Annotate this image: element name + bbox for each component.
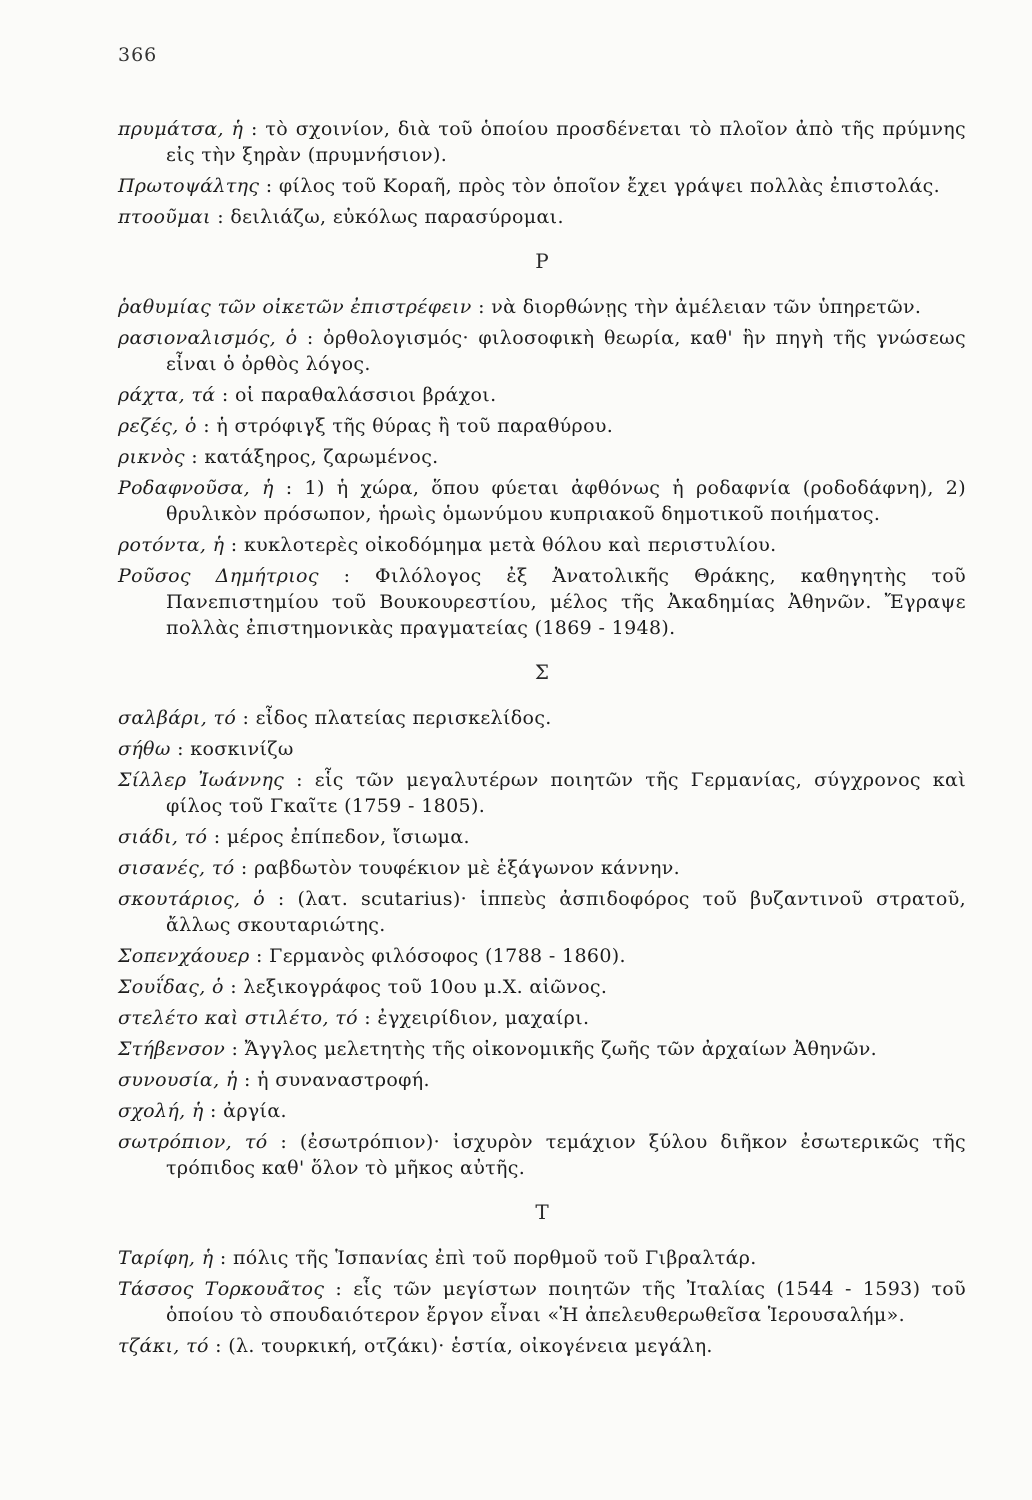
entry-definition: : (λατ. scutarius)· ἱππεὺς ἀσπιδοφόρος τοῦ βυζαντινοῦ στρατοῦ, ἄλλως σκουταριώτης. [166, 888, 966, 936]
entry-term: ρικνὸς [118, 446, 185, 468]
section-letter-heading: Τ [535, 1200, 549, 1224]
glossary-body [118, 116, 966, 1364]
glossary-entry [118, 824, 966, 850]
glossary-entry [118, 294, 966, 320]
entry-term: σήθω [118, 738, 171, 760]
glossary-entry [118, 855, 966, 881]
entry-definition: : μέρος ἐπίπεδον, ἴσιωμα. [207, 826, 470, 848]
entry-term: Τάσσος Τορκουᾶτος [118, 1278, 325, 1300]
entry-term: ῥαθυμίας τῶν οἰκετῶν ἐπιστρέφειν [118, 296, 472, 318]
section-letter-heading: Σ [534, 660, 550, 684]
entry-term: πτοοῦμαι [118, 206, 211, 228]
entry-term: σιάδι, τό [118, 826, 208, 848]
glossary-entry [118, 1036, 966, 1062]
entry-term: σκουτάριος, ὁ [118, 888, 266, 910]
entry-definition: : οἱ παραθαλάσσιοι βράχοι. [215, 384, 497, 406]
entry-definition: : ἡ στρόφιγξ τῆς θύρας ἢ τοῦ παραθύρου. [196, 415, 614, 437]
entry-definition: : Φιλόλογος ἐξ Ἀνατολικῆς Θράκης, καθηγητὴς τοῦ Πανεπιστημίου τοῦ Βουκουρεστίου, μέλος τῆς Ἀκαδημίας Ἀθηνῶν. Ἔγραψε πολλὰς ἐπιστημονικὰς πραγματείας (1869 - 1948). [166, 565, 966, 639]
entry-term: πρυμάτσα, ἡ [118, 118, 244, 140]
entry-definition: : Ἄγγλος μελετητὴς τῆς οἰκονομικῆς ζωῆς τῶν ἀρχαίων Ἀθηνῶν. [225, 1038, 878, 1060]
glossary-entry [118, 475, 966, 527]
glossary-entry [118, 1098, 966, 1124]
entry-term: Σίλλερ Ἰωάννης [118, 769, 285, 791]
glossary-entry [118, 325, 966, 377]
glossary-entry [118, 563, 966, 641]
entry-definition: : φίλος τοῦ Κοραῆ, πρὸς τὸν ὁποῖον ἔχει γράψει πολλὰς ἐπιστολάς. [259, 175, 941, 197]
entry-term: σχολή, ἡ [118, 1100, 204, 1122]
entry-definition: : (ἐσωτρόπιον)· ἰσχυρὸν τεμάχιον ξύλου διῆκον ἐσωτερικῶς τῆς τρόπιδος καθ' ὅλον τὸ μῆκος αὐτῆς. [166, 1131, 967, 1179]
entry-definition: : δειλιάζω, εὐκόλως παρασύρομαι. [210, 206, 564, 228]
glossary-entry [118, 1129, 966, 1181]
entry-term: Πρωτοψάλτης [118, 175, 260, 197]
entry-term: σωτρόπιον, τό [118, 1131, 268, 1153]
entry-definition: : 1) ἡ χώρα, ὅπου φύεται ἀφθόνως ἡ ροδαφνία (ροδοδάφνη), 2) θρυλικὸν πρόσωπον, ἡρωὶς ὁμωνύμου κυπριακοῦ δημοτικοῦ ποιήματος. [166, 477, 967, 525]
glossary-entry [118, 705, 966, 731]
entry-definition: : εἷς τῶν μεγίστων ποιητῶν τῆς Ἰταλίας (1544 - 1593) τοῦ ὁποίου τὸ σπουδαιότερον ἔργον εἶναι «Ἡ ἀπελευθερωθεῖσα Ἱερουσαλήμ». [166, 1278, 966, 1326]
glossary-entry [118, 1245, 966, 1271]
glossary-entry [118, 1005, 966, 1031]
glossary-entry [118, 974, 966, 1000]
glossary-entry [118, 1067, 966, 1093]
page-number: 366 [118, 44, 158, 66]
entry-term: ρασιοναλισμός, ὁ [118, 327, 298, 349]
entry-definition: : εἶδος πλατείας περισκελίδος. [236, 707, 552, 729]
entry-term: συνουσία, ἡ [118, 1069, 238, 1091]
entry-definition: : ὀρθολογισμός· φιλοσοφικὴ θεωρία, καθ' ἣν πηγὴ τῆς γνώσεως εἶναι ὁ ὀρθὸς λόγος. [166, 327, 966, 375]
section-letter-heading: Ρ [535, 249, 549, 273]
entry-term: Ροῦσος Δημήτριος [118, 565, 319, 587]
entry-term: Ροδαφνοῦσα, ἡ [118, 477, 274, 499]
entry-term: ροτόντα, ἡ [118, 534, 225, 556]
entry-definition: : τὸ σχοινίον, διὰ τοῦ ὁποίου προσδένεται τὸ πλοῖον ἀπὸ τῆς πρύμνης εἰς τὴν ξηρὰν (πρυμνήσιον). [166, 118, 966, 166]
entry-term: ρεζές, ὁ [118, 415, 197, 437]
entry-term: σισανές, τό [118, 857, 235, 879]
entry-definition: : νὰ διορθώνῃς τὴν ἀμέλειαν τῶν ὑπηρετῶν. [471, 296, 922, 318]
entry-term: Σοπενχάουερ [118, 945, 250, 967]
glossary-entry [118, 1276, 966, 1328]
entry-definition: : κοσκινίζω [170, 738, 294, 760]
entry-definition: : ἀργία. [203, 1100, 287, 1122]
entry-definition: : Γερμανὸς φιλόσοφος (1788 - 1860). [249, 945, 626, 967]
entry-term: ράχτα, τά [118, 384, 216, 406]
entry-definition: : κατάξηρος, ζαρωμένος. [184, 446, 439, 468]
glossary-entry [118, 943, 966, 969]
glossary-entry [118, 204, 966, 230]
entry-term: Ταρίφη, ἡ [118, 1247, 214, 1269]
glossary-entry [118, 116, 966, 168]
entry-term: σαλβάρι, τό [118, 707, 237, 729]
glossary-entry [118, 413, 966, 439]
glossary-entry [118, 1333, 966, 1359]
glossary-entry [118, 382, 966, 408]
entry-term: τζάκι, τό [118, 1335, 209, 1357]
entry-term: Στήβενσον [118, 1038, 226, 1060]
glossary-entry [118, 736, 966, 762]
entry-definition: : ραβδωτὸν τουφέκιον μὲ ἑξάγωνον κάννην. [234, 857, 681, 879]
glossary-entry [118, 173, 966, 199]
entry-term: Σουΐδας, ὁ [118, 976, 224, 998]
glossary-entry [118, 444, 966, 470]
entry-definition: : εἷς τῶν μεγαλυτέρων ποιητῶν τῆς Γερμανίας, σύγχρονος καὶ φίλος τοῦ Γκαῖτε (1759 - 1805). [166, 769, 967, 817]
entry-definition: : πόλις τῆς Ἱσπανίας ἐπὶ τοῦ πορθμοῦ τοῦ Γιβραλτάρ. [213, 1247, 757, 1269]
entry-definition: : λεξικογράφος τοῦ 10ου μ.Χ. αἰῶνος. [223, 976, 608, 998]
entry-definition: : (λ. τουρκική, οτζάκι)· ἑστία, οἰκογένεια μεγάλη. [208, 1335, 713, 1357]
glossary-entry [118, 532, 966, 558]
glossary-entry [118, 886, 966, 938]
entry-definition: : ἐγχειρίδιον, μαχαίρι. [357, 1007, 590, 1029]
entry-definition: : κυκλοτερὲς οἰκοδόμημα μετὰ θόλου καὶ περιστυλίου. [224, 534, 777, 556]
glossary-entry [118, 767, 966, 819]
entry-definition: : ἡ συναναστροφή. [237, 1069, 430, 1091]
entry-term: στελέτο καὶ στιλέτο, τό [118, 1007, 358, 1029]
